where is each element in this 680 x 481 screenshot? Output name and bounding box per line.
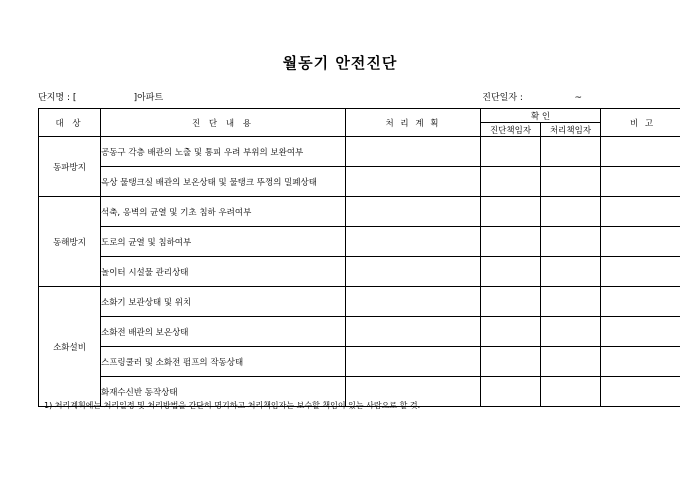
content-cell: 스프링쿨러 및 소화전 펌프의 작동상태 [101, 347, 346, 377]
plan-cell[interactable] [346, 287, 481, 317]
header-category: 대 상 [39, 109, 101, 137]
plan-cell[interactable] [346, 347, 481, 377]
category-cell: 동해방지 [39, 197, 101, 287]
footnote: 1) 처리계획에는 처리일정 및 처리방법을 간단히 명기하고 처리책임자는 보수할 책임이 있는 사람으로 할 것. [44, 401, 421, 410]
confirm-handler-cell[interactable] [541, 377, 601, 407]
header-note: 비 고 [601, 109, 680, 137]
note-cell[interactable] [601, 227, 680, 257]
page-title: 월동기 안전진단 [282, 54, 398, 72]
table-row [39, 197, 680, 227]
complex-name-field[interactable]: 단지명 : [ ]아파트 [38, 93, 164, 103]
plan-cell[interactable] [346, 317, 481, 347]
confirm-diagnosis-cell[interactable] [481, 257, 541, 287]
confirm-handler-cell[interactable] [541, 347, 601, 377]
plan-cell[interactable] [346, 137, 481, 167]
confirm-diagnosis-cell[interactable] [481, 347, 541, 377]
header-confirm: 확 인 [481, 109, 601, 123]
confirm-handler-cell[interactable] [541, 197, 601, 227]
plan-cell[interactable] [346, 167, 481, 197]
note-cell[interactable] [601, 377, 680, 407]
confirm-diagnosis-cell[interactable] [481, 137, 541, 167]
table-row [39, 167, 680, 197]
plan-cell[interactable] [346, 197, 481, 227]
plan-cell[interactable] [346, 257, 481, 287]
content-cell: 소화기 보관상태 및 위치 [101, 287, 346, 317]
content-cell: 놀이터 시설물 관리상태 [101, 257, 346, 287]
header-confirm-diagnosis: 진단책임자 [481, 123, 541, 137]
category-cell: 동파방지 [39, 137, 101, 197]
note-cell[interactable] [601, 317, 680, 347]
category-cell: 소화설비 [39, 287, 101, 407]
table-row [39, 317, 680, 347]
table-row [39, 287, 680, 317]
content-cell: 석축, 옹벽의 균열 및 기초 침하 우려여부 [101, 197, 346, 227]
content-cell: 화재수신반 동작상태 [101, 377, 346, 407]
confirm-handler-cell[interactable] [541, 137, 601, 167]
header-plan: 처 리 계 획 [346, 109, 481, 137]
content-cell: 소화전 배관의 보온상태 [101, 317, 346, 347]
content-cell: 공동구 각층 배관의 노출 및 통피 우려 부위의 보완여부 [101, 137, 346, 167]
confirm-diagnosis-cell[interactable] [481, 317, 541, 347]
note-cell[interactable] [601, 287, 680, 317]
confirm-handler-cell[interactable] [541, 287, 601, 317]
note-cell[interactable] [601, 347, 680, 377]
table-row [39, 347, 680, 377]
confirm-handler-cell[interactable] [541, 257, 601, 287]
table-row [39, 137, 680, 167]
confirm-diagnosis-cell[interactable] [481, 377, 541, 407]
table-header-row [39, 109, 680, 123]
meta-row [38, 90, 642, 103]
inspection-table [38, 108, 680, 407]
confirm-diagnosis-cell[interactable] [481, 287, 541, 317]
table-row [39, 227, 680, 257]
note-cell[interactable] [601, 197, 680, 227]
confirm-diagnosis-cell[interactable] [481, 167, 541, 197]
plan-cell[interactable] [346, 227, 481, 257]
note-cell[interactable] [601, 137, 680, 167]
confirm-handler-cell[interactable] [541, 317, 601, 347]
confirm-diagnosis-cell[interactable] [481, 227, 541, 257]
content-cell: 도로의 균열 및 침하여부 [101, 227, 346, 257]
confirm-handler-cell[interactable] [541, 167, 601, 197]
header-confirm-handler: 처리책임자 [541, 123, 601, 137]
header-content: 진 단 내 용 [101, 109, 346, 137]
inspection-date-field[interactable]: 진단일자 : ~ [482, 93, 582, 103]
table-row [39, 257, 680, 287]
note-cell[interactable] [601, 257, 680, 287]
content-cell: 옥상 물탱크실 배관의 보온상태 및 물탱크 뚜껑의 밀폐상태 [101, 167, 346, 197]
confirm-diagnosis-cell[interactable] [481, 197, 541, 227]
confirm-handler-cell[interactable] [541, 227, 601, 257]
note-cell[interactable] [601, 167, 680, 197]
